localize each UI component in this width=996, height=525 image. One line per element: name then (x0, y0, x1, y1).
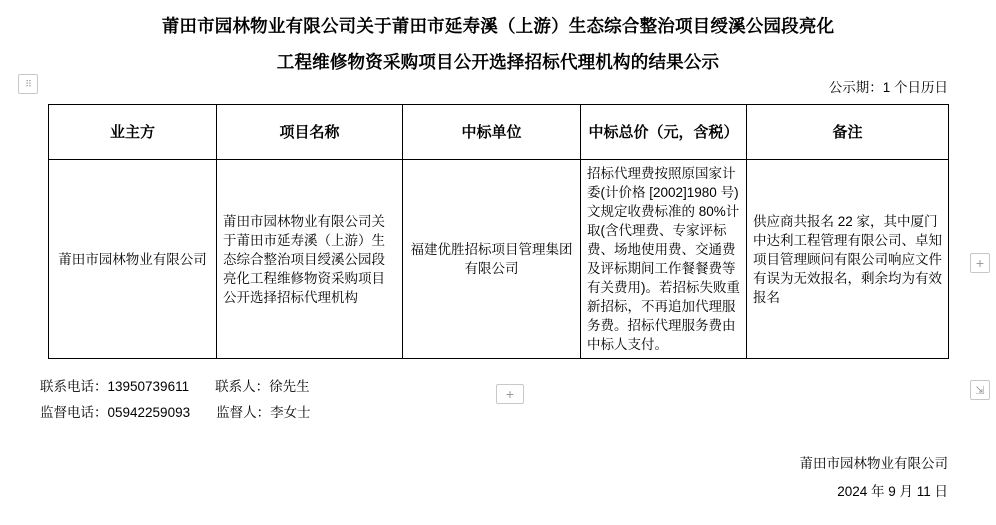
table-drag-handle-icon[interactable]: ⠿ (18, 74, 38, 94)
supervision-person: 监督人：李女士 (216, 405, 311, 420)
contact-person: 联系人：徐先生 (215, 379, 310, 394)
signature-block (800, 450, 949, 506)
page-title-line-2: 工程维修物资采购项目公开选择招标代理机构的结果公示 (276, 52, 720, 72)
cell-owner: 莆田市园林物业有限公司 (49, 160, 217, 359)
signature-date: 2024 年 9 月 11 日 (837, 484, 948, 499)
result-table (48, 104, 949, 359)
notice-period: 公示期：1 个日历日 (828, 80, 948, 95)
table-header-remark: 备注 (747, 105, 949, 160)
contact-phone: 联系电话：13950739611 (40, 379, 190, 394)
page-title-line-1: 莆田市园林物业有限公司关于莆田市延寿溪（上游）生态综合整治项目绶溪公园段亮化 (161, 16, 835, 36)
signature-company: 莆田市园林物业有限公司 (799, 456, 948, 471)
cell-winner: 福建优胜招标项目管理集团有限公司 (403, 160, 581, 359)
supervision-phone: 监督电话：05942259093 (40, 405, 191, 420)
table-header-winner: 中标单位 (403, 105, 581, 160)
page-title (48, 8, 948, 80)
table-header-owner: 业主方 (49, 105, 217, 160)
contact-row-phone (40, 374, 311, 400)
table-header-price: 中标总价（元，含税） (581, 105, 747, 160)
add-row-button[interactable]: + (496, 384, 524, 404)
table-header-row (49, 105, 949, 160)
cell-project: 莆田市园林物业有限公司关于莆田市延寿溪（上游）生态综合整治项目绶溪公园段亮化工程维修物资采购项目公开选择招标代理机构 (217, 160, 403, 359)
table-header-project: 项目名称 (217, 105, 403, 160)
cell-price: 招标代理费按照原国家计委(计价格 [2002]1980 号)文规定收费标准的 80%计取(含代理费、专家评标费、场地使用费、交通费及评标期间工作餐餐费等有关费用)。若招标失败重新招标，不再追加代理服务费。招标代理服务费由中标人支付。 (581, 160, 747, 359)
resize-handle-icon[interactable]: ⇲ (970, 380, 990, 400)
contacts-block (40, 374, 311, 426)
cell-remark: 供应商共报名 22 家，其中厦门中达利工程管理有限公司、卓知项目管理顾问有限公司响应文件有误为无效报名，剩余均为有效报名 (747, 160, 949, 359)
contact-row-supervision (40, 400, 311, 426)
add-column-button[interactable]: + (970, 253, 990, 273)
table-row (49, 160, 949, 359)
